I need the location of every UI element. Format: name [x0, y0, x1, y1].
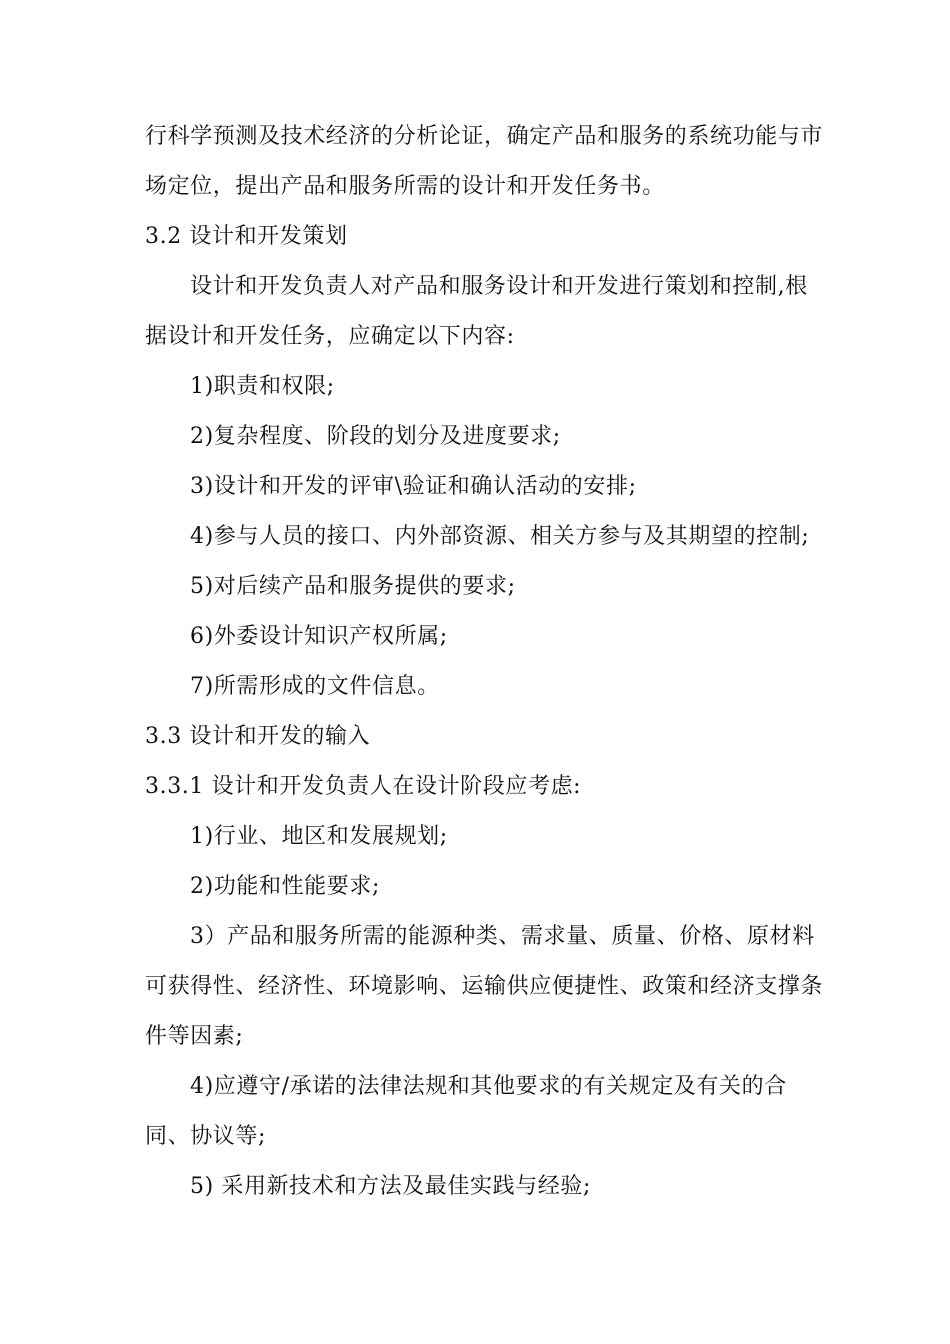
list-item: 4)参与人员的接口、内外部资源、相关方参与及其期望的控制;: [190, 524, 810, 549]
text-line: 设计和开发负责人对产品和服务设计和开发进行策划和控制,根: [190, 274, 808, 299]
text-line: 场定位，提出产品和服务所需的设计和开发任务书。: [145, 174, 665, 199]
list-item: 6)外委设计知识产权所属;: [190, 624, 448, 649]
list-item: 3)设计和开发的评审\验证和确认活动的安排;: [190, 474, 637, 499]
text-line: 件等因素;: [145, 1024, 244, 1049]
text-line: 据设计和开发任务，应确定以下内容:: [145, 324, 515, 349]
list-item: 1)行业、地区和发展规划;: [190, 824, 448, 849]
text-line: 行科学预测及技术经济的分析论证，确定产品和服务的系统功能与市: [145, 124, 824, 149]
list-item: 1)职责和权限;: [190, 374, 335, 399]
list-item: 2)功能和性能要求;: [190, 874, 380, 899]
list-item: 3）产品和服务所需的能源种类、需求量、质量、价格、原材料: [190, 924, 815, 949]
list-item: 4)应遵守/承诺的法律法规和其他要求的有关规定及有关的合: [190, 1074, 787, 1099]
section-heading: 3.3 设计和开发的输入: [145, 724, 371, 749]
text-line: 同、协议等;: [145, 1124, 267, 1149]
subsection-heading: 3.3.1 设计和开发负责人在设计阶段应考虑:: [145, 774, 582, 799]
section-heading: 3.2 设计和开发策划: [145, 224, 348, 249]
list-item: 5)对后续产品和服务提供的要求;: [190, 574, 516, 599]
text-line: 可获得性、经济性、环境影响、运输供应便捷性、政策和经济支撑条: [145, 974, 824, 999]
list-item: 5) 采用新技术和方法及最佳实践与经验;: [190, 1174, 591, 1199]
list-item: 2)复杂程度、阶段的划分及进度要求;: [190, 424, 561, 449]
list-item: 7)所需形成的文件信息。: [190, 674, 440, 699]
